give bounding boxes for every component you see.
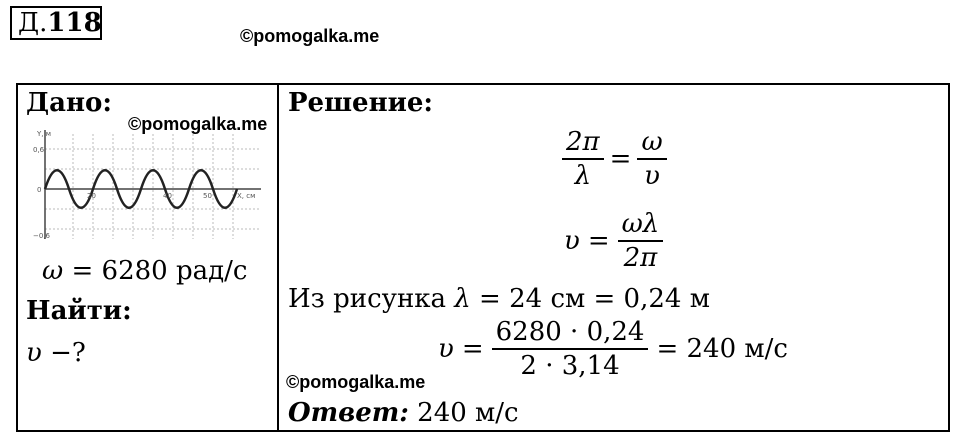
eq1-right-denominator: υ	[637, 158, 666, 192]
eq1-right-numerator: ω	[641, 127, 663, 157]
eq1-left-denominator: λ	[562, 158, 604, 192]
eq1-left-fraction	[562, 126, 604, 192]
find-heading: Найти:	[26, 296, 132, 326]
problem-number: 118	[47, 8, 102, 38]
eq1-left-numerator: 2π	[566, 127, 600, 157]
y-max-label: 0,6	[33, 146, 45, 154]
find-symbol: υ	[26, 338, 42, 368]
eq2-denominator: 2π	[618, 240, 664, 274]
eq1-right-fraction	[637, 126, 666, 192]
equation-3	[288, 284, 710, 314]
eq2-fraction	[618, 208, 664, 274]
problem-label	[10, 6, 102, 40]
x-tick-20: 20	[87, 192, 96, 200]
omega-value: 6280 рад/с	[101, 256, 248, 286]
find-item	[26, 338, 86, 368]
find-question: −?	[50, 338, 86, 368]
eq3-prefix: Из рисунка	[288, 284, 447, 314]
equation-1	[562, 126, 667, 192]
eq1-equals: =	[609, 144, 632, 174]
x-tick-40: 40	[163, 192, 172, 200]
watermark-top: ©pomogalka.me	[240, 26, 380, 46]
x-tick-50: 50	[203, 192, 212, 200]
answer-label: Ответ:	[288, 398, 409, 428]
given-heading: Дано:	[26, 88, 112, 118]
y-axis-label: Y, м	[37, 130, 52, 138]
omega-equals: =	[71, 256, 94, 286]
eq4-denominator: 2 · 3,14	[492, 348, 649, 382]
y-min-label: −0,6	[33, 232, 50, 240]
omega-symbol: ω	[42, 256, 64, 286]
eq4-left: υ	[438, 334, 454, 364]
eq2-left: υ	[564, 226, 580, 256]
given-omega	[42, 256, 247, 286]
eq3-lambda: λ	[454, 284, 471, 314]
eq4-equals: =	[461, 334, 484, 364]
graph-grid	[45, 134, 259, 239]
eq4-numerator: 6280 · 0,24	[495, 317, 645, 347]
eq2-equals: =	[587, 226, 610, 256]
eq2-numerator: ωλ	[621, 209, 660, 239]
eq4-result: = 240 м/с	[656, 334, 788, 364]
wave-graph	[33, 124, 269, 244]
column-divider	[277, 83, 279, 432]
problem-label-prefix: Д.	[18, 8, 48, 38]
watermark-solution: ©pomogalka.me	[286, 372, 426, 392]
solution-heading: Решение:	[288, 88, 434, 118]
equation-2	[564, 208, 663, 274]
x-axis-label: X, см	[237, 192, 256, 200]
answer-value: 240 м/с	[417, 398, 519, 428]
eq4-fraction	[492, 316, 649, 382]
watermark-given: ©pomogalka.me	[128, 114, 268, 134]
equation-4	[438, 316, 788, 382]
origin-label: 0	[37, 186, 42, 194]
answer-line	[288, 398, 519, 428]
eq3-rest: = 24 см = 0,24 м	[479, 284, 710, 314]
